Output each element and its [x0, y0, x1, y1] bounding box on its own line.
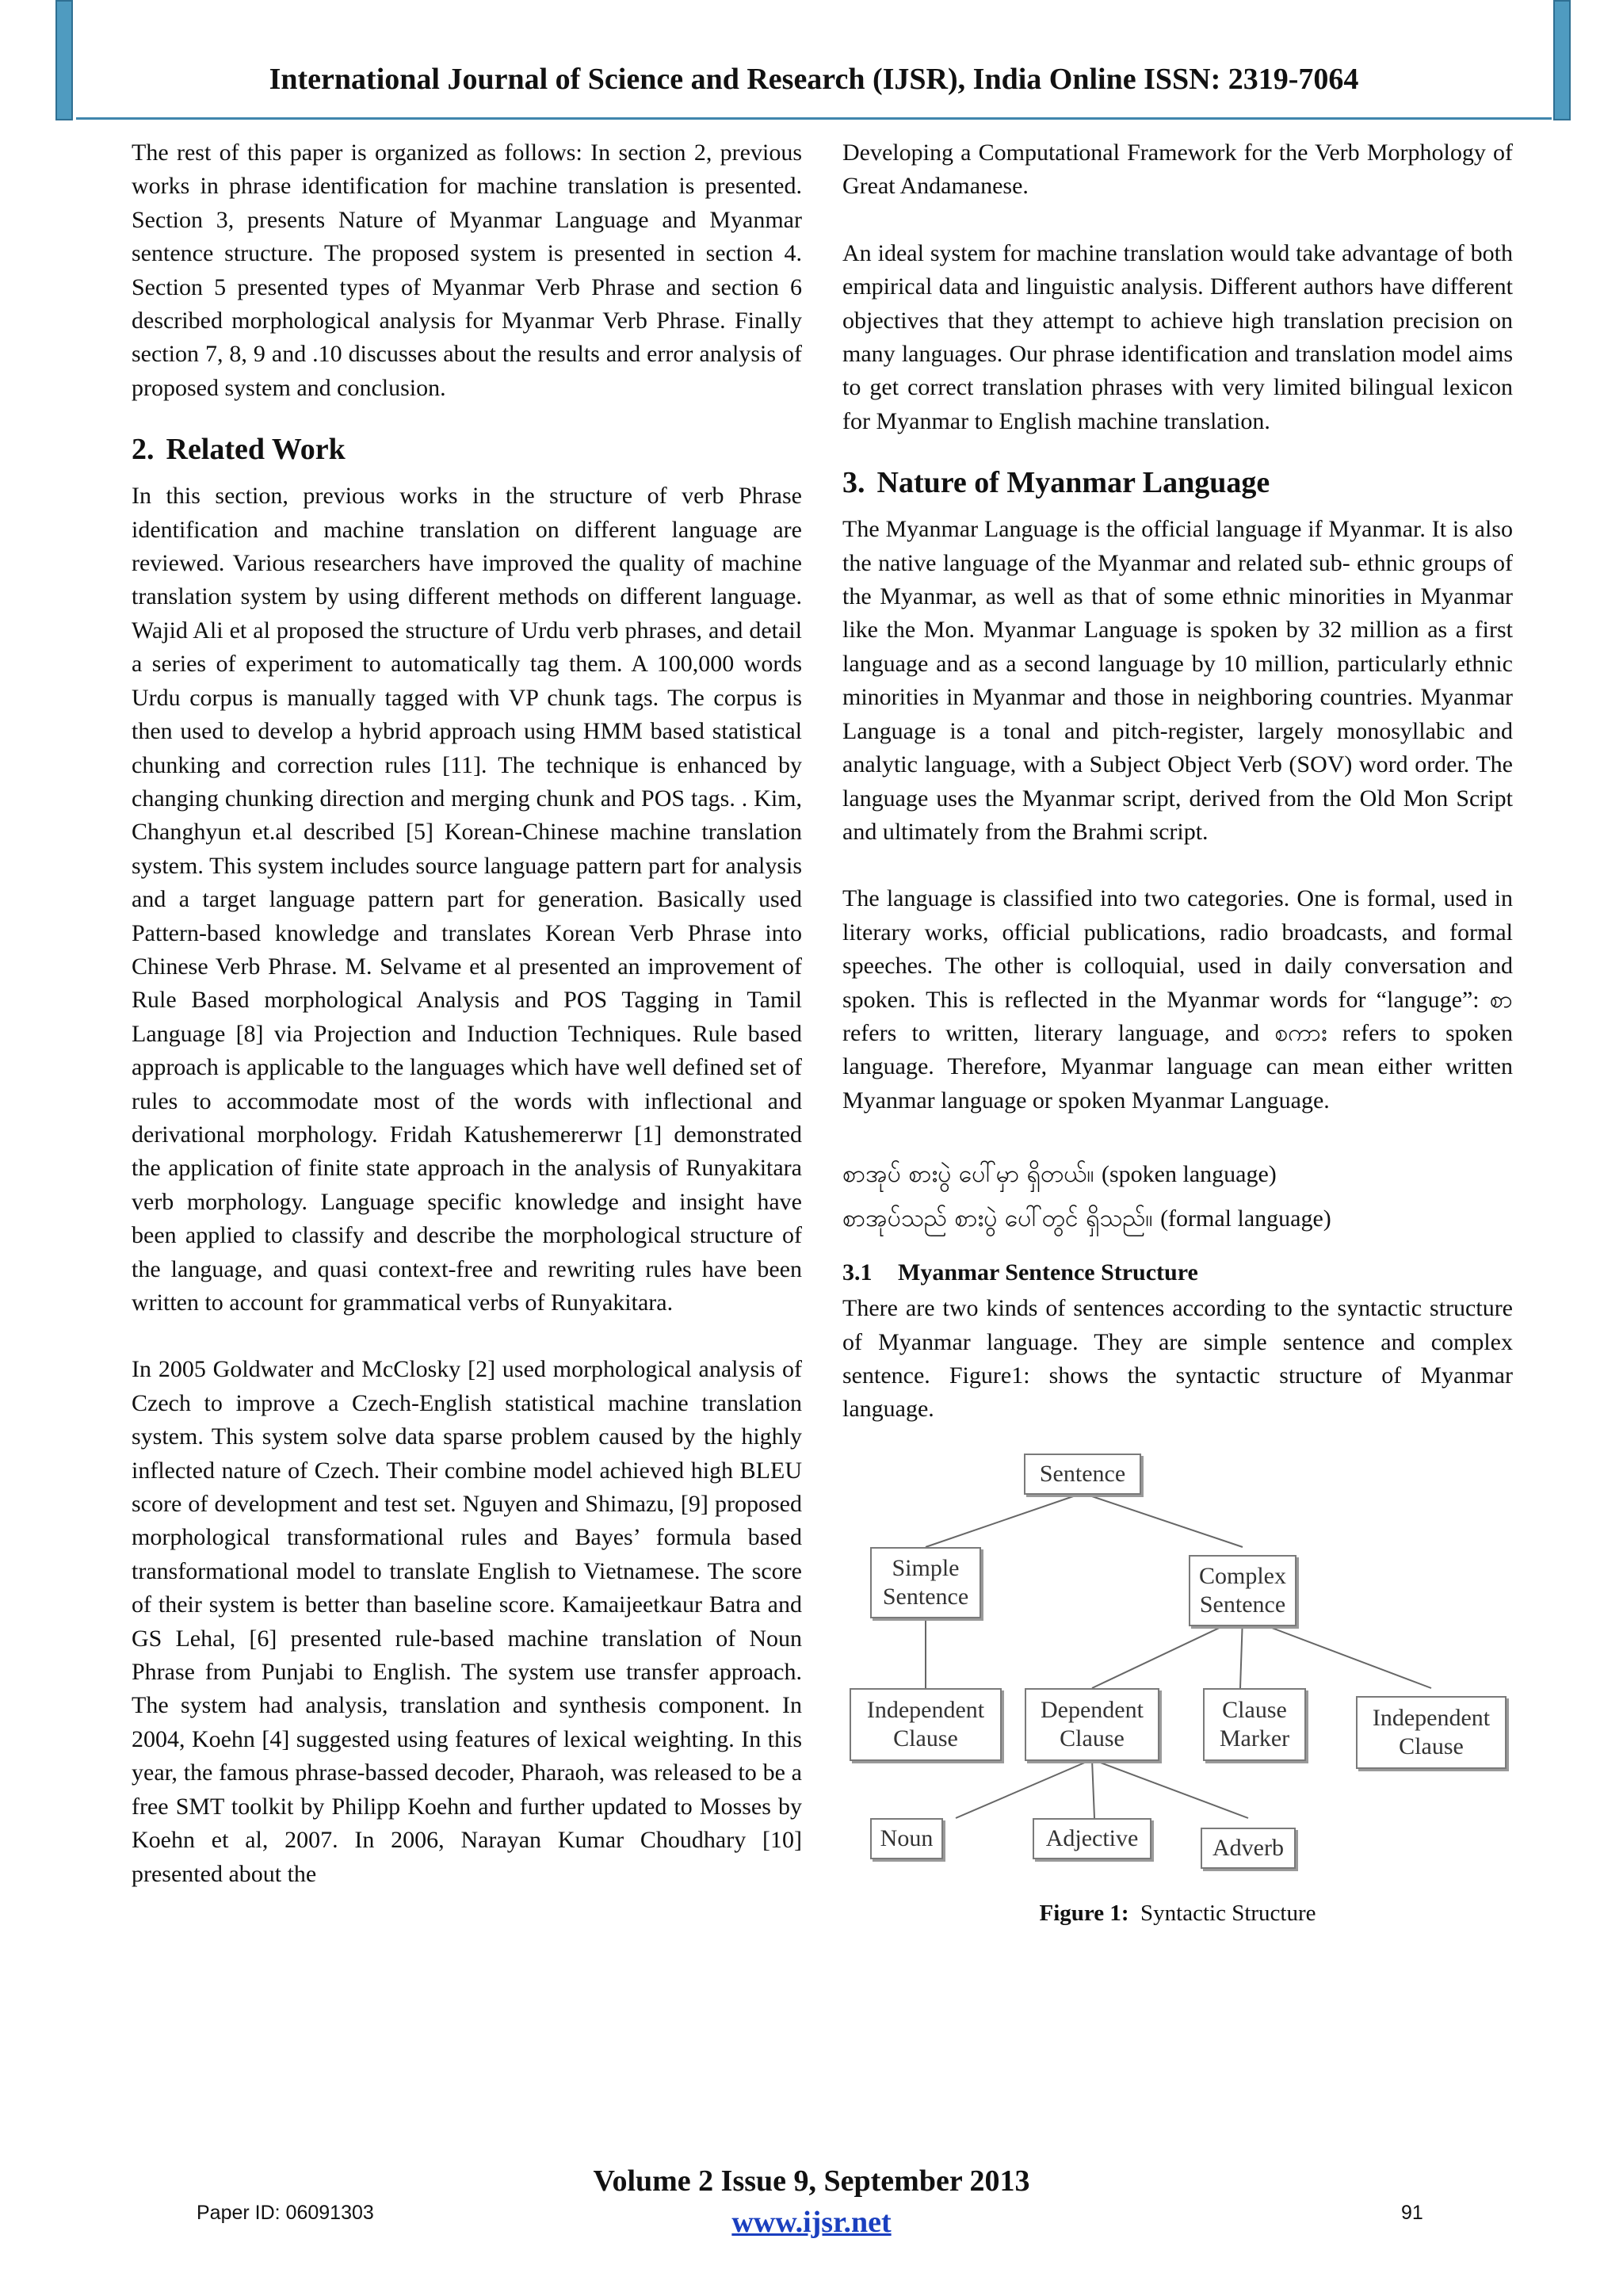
spoken-example	[842, 1152, 1513, 1197]
header-divider	[76, 117, 1552, 120]
header-bar-left	[55, 0, 73, 120]
node-dependent-clause: Dependent Clause	[1025, 1688, 1159, 1761]
section-2-title: Related Work	[166, 433, 346, 467]
formal-example-label: (formal language)	[1160, 1205, 1331, 1232]
node-clause-marker: Clause Marker	[1203, 1688, 1306, 1761]
edge-complex-dependent	[1092, 1617, 1243, 1688]
section-3-title: Nature of Myanmar Language	[876, 466, 1270, 500]
edge-dependent-noun	[956, 1759, 1092, 1818]
subsection-3-1-heading	[842, 1257, 1513, 1289]
paragraph-gap	[132, 1320, 802, 1353]
subsection-3-1-title: Myanmar Sentence Structure	[898, 1259, 1198, 1286]
node-adverb: Adverb	[1201, 1828, 1296, 1869]
continuation-paragraph: Developing a Computational Framework for the Verb Morphology of Great Andamanese.	[842, 139, 1513, 200]
node-noun: Noun	[870, 1818, 943, 1859]
related-work-paragraph-1: In this section, previous works in the structure of verb Phrase identification and machine translation on different language are reviewed. Various researchers have improved the quality of machine translation system by using different methods on different language. Wajid Ali et al proposed the structure of Urdu verb phrases, and detail a series of experiment to automatically tag them. A 100,000 words Urdu corpus is manually tagged with VP chunk tags. The corpus is then used to develop a hybrid approach using HMM based statistical chunking and correction rules [11]. The technique is enhanced by changing chunking direction and merging chunk and POS tags. . Kim, Changhyun et.al described [5] Korean-Chinese machine translation system. This system includes source language pattern part for analysis and a target language pattern part for generation. Basically used Pattern-based knowledge and translates Korean Verb Phrase into Chinese Verb Phrase. M. Selvame et al presented an improvement of Rule Based morphological Analysis and POS Tagging in Tamil Language [8] via Projection and Induction Techniques. Rule based approach is applicable to the languages which have well defined set of rules to accommodate most of the words with inflectional and derivational morphology. Fridah Katushemererwr [1] demonstrated the application of finite state approach in the analysis of Runyakitara verb morphology. Language specific knowledge and insight have been applied to classify and describe the morphological structure of the language, and quasi context-free and rewriting rules have been written to account for grammatical verbs of Runyakitara.	[132, 483, 802, 1316]
section-2-number: 2.	[132, 433, 155, 467]
paragraph-gap	[842, 204, 1513, 237]
section-3-number: 3.	[842, 466, 865, 500]
formal-example	[842, 1197, 1513, 1241]
section-2-heading	[132, 430, 802, 468]
syntactic-structure-figure	[842, 1449, 1513, 1940]
edge-sentence-simple	[926, 1493, 1083, 1547]
myanmar-language-paragraph-1: The Myanmar Language is the official language if Myanmar. It is also the native language of the Myanmar and related sub- ethnic groups of the Myanmar, as well as that of some ethnic minorities in Myanmar like the Mon. Myanmar Language is spoken by 32 million as a first language and as a second language by 10 million, particularly ethnic minorities in Myanmar and those in neighboring countries. Myanmar Language is a tonal and pitch-register, largely monosyllabic and analytic language, with a Subject Object Verb (SOV) word order. The language uses the Myanmar script, derived from the Old Mon Script and ultimately from the Brahmi script.	[842, 516, 1513, 845]
subsection-3-1-number: 3.1	[842, 1259, 873, 1286]
node-complex-sentence: Complex Sentence	[1189, 1555, 1296, 1626]
right-column	[842, 136, 1513, 1940]
footer-volume: Volume 2 Issue 9, September 2013	[593, 2164, 1030, 2198]
edge-dependent-adjective	[1092, 1759, 1094, 1818]
node-simple-sentence: Simple Sentence	[870, 1547, 981, 1618]
node-independent-clause-2: Independent Clause	[1356, 1696, 1507, 1769]
node-independent-clause-1: Independent Clause	[850, 1688, 1002, 1761]
intro-paragraph: The rest of this paper is organized as follows: In section 2, previous works in phrase identification for machine translation is presented. Section 3, presents Nature of Myanmar Language and Myanmar sentence structure. The proposed system is presented in section 4. Section 5 presented types of Myanmar Verb Phrase and section 6 described morphological analysis for Myanmar Verb Phrase. Finally section 7, 8, 9 and .10 discusses about the results and error analysis of proposed system and conclusion.	[132, 139, 802, 401]
edge-dependent-adverb	[1092, 1759, 1248, 1818]
ideal-system-paragraph: An ideal system for machine translation would take advantage of both empirical data and linguistic analysis. Different authors have different objectives that they attempt to achieve high translation precision on many languages. Our phrase identification and translation model aims to get correct translation phrases with very limited bilingual lexicon for Myanmar to English machine translation.	[842, 239, 1513, 434]
section-3-heading	[842, 464, 1513, 502]
paragraph-gap	[842, 849, 1513, 882]
figure-caption-label: Figure 1:	[1039, 1900, 1129, 1926]
spoken-example-label: (spoken language)	[1102, 1161, 1277, 1188]
sentence-structure-paragraph: There are two kinds of sentences according to the syntactic structure of Myanmar language. They are simple sentence and complex sentence. Figure1: shows the syntactic structure of Myanmar language.	[842, 1295, 1513, 1423]
spoken-example-myanmar: စာအုပ် စားပွဲ ပေါ်မှာ ရှိတယ်။	[842, 1160, 1094, 1189]
node-adjective: Adjective	[1033, 1818, 1151, 1859]
related-work-paragraph-2: In 2005 Goldwater and McClosky [2] used morphological analysis of Czech to improve a Czech-English statistical machine translation system. This system solve data sparse problem caused by the highly inflected nature of Czech. Their combine model achieved high BLEU score of development and test set. Nguyen and Shimazu, [9] proposed morphological transformational rules and Bayes’ formula based transformational model to translate English to Vietnamese. The score of their system is better than baseline score. Kamaijeetkaur Batra and GS Lehal, [6] presented rule-based machine translation of Noun Phrase from Punjabi to English. The system use transfer approach. The system had analysis, translation and synthesis component. In 2004, Koehn [4] suggested using features of lexical weighting. In this year, the famous phrase-bassed decoder, Pharaoh, was released to be a free SMT toolkit by Philipp Koehn and further updated to Mosses by Koehn et al, 2007. In 2006, Narayan Kumar Choudhary [10] presented about the	[132, 1356, 802, 1887]
edge-sentence-complex	[1083, 1493, 1243, 1547]
left-column	[132, 136, 802, 1891]
edge-complex-independent	[1243, 1617, 1431, 1688]
formal-example-myanmar: စာအုပ်သည် စားပွဲ ပေါ်တွင် ရှိသည်။	[842, 1205, 1153, 1233]
footer-url-link[interactable]: www.ijsr.net	[731, 2206, 892, 2239]
header-bar-right	[1553, 0, 1571, 120]
edge-complex-marker	[1240, 1617, 1243, 1688]
myanmar-language-paragraph-2: The language is classified into two categories. One is formal, used in literary works, official publications, radio broadcasts, and formal speeches. The other is colloquial, used in daily conversation and spoken. This is reflected in the Myanmar words for “languge”: စာ refers to written, literary language, and စကား refers to spoken language. Therefore, Myanmar language can mean either written Myanmar language or spoken Myanmar Language.	[842, 885, 1513, 1114]
footer-page-number: 91	[1401, 2202, 1423, 2224]
footer-paper-id: Paper ID: 06091303	[197, 2202, 374, 2224]
node-sentence: Sentence	[1024, 1454, 1141, 1495]
figure-caption-text: Syntactic Structure	[1140, 1900, 1316, 1926]
paragraph-gap	[842, 1117, 1513, 1152]
journal-title: International Journal of Science and Research (IJSR), India Online ISSN: 2319-7064	[269, 63, 1359, 96]
figure-caption	[842, 1897, 1513, 1929]
